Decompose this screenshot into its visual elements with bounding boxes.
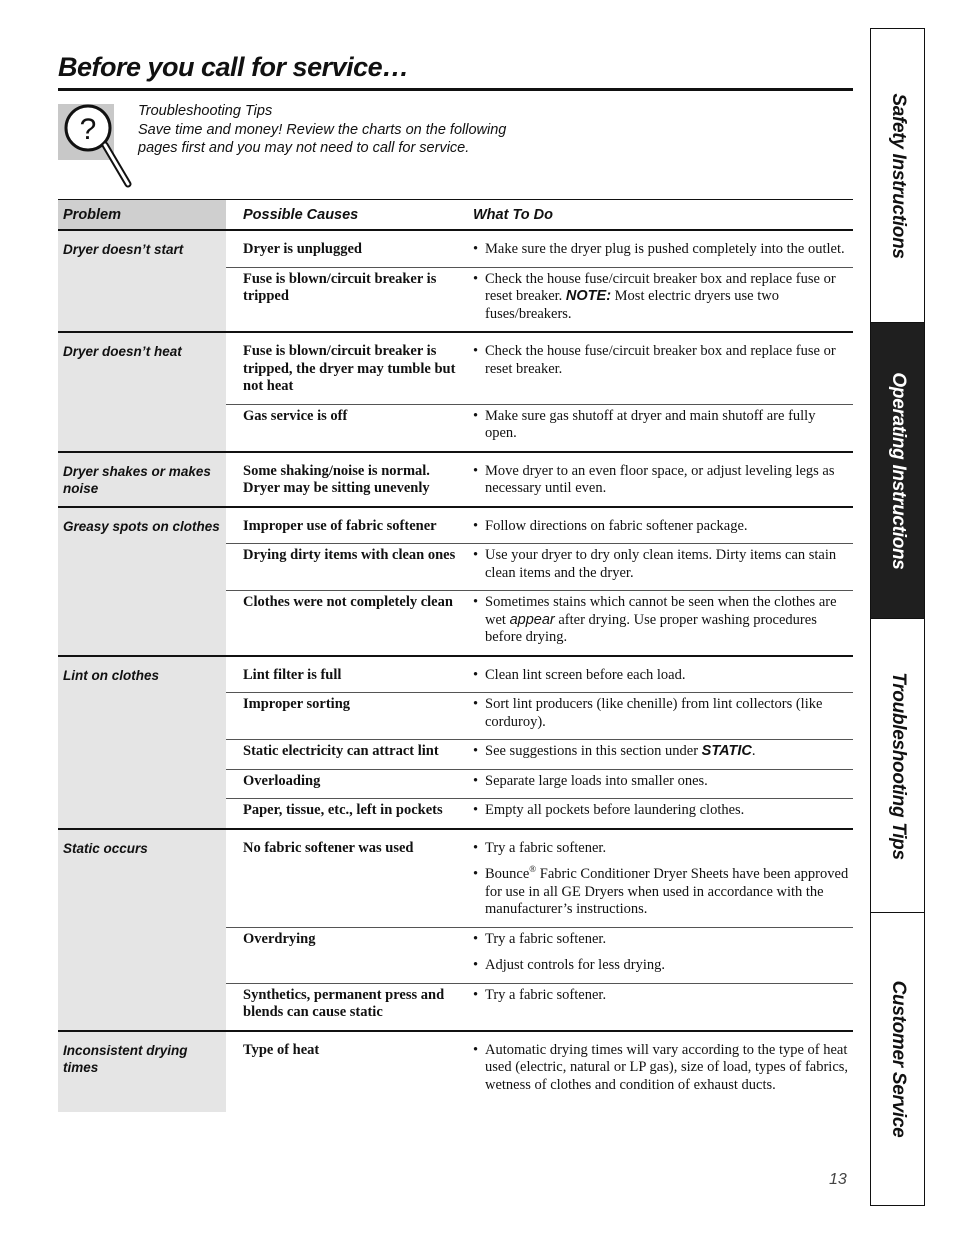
todo-cell: • Separate large loads into smaller ones. xyxy=(461,769,853,799)
problem-cell: Dryer shakes or makes noise xyxy=(58,452,226,507)
table-row xyxy=(58,507,853,544)
problem-cell: Dryer doesn’t heat xyxy=(58,332,226,452)
todo-cell: • Make sure the dryer plug is pushed completely into the outlet. xyxy=(461,230,853,267)
section-tabs xyxy=(870,28,925,1206)
cause-cell: Clothes were not completely clean xyxy=(243,594,453,610)
header-possible-causes: Possible Causes xyxy=(226,200,461,231)
todo-cell: • Try a fabric softener. • Adjust controls for less drying. xyxy=(461,927,853,983)
problem-cell: Inconsistent drying times xyxy=(58,1031,226,1112)
problem-cell: Greasy spots on clothes xyxy=(58,507,226,656)
table-row xyxy=(58,452,853,507)
todo-cell: • Use your dryer to dry only clean items. Dirty items can stain clean items and the dryer. xyxy=(461,544,853,591)
tab-operating-instructions[interactable] xyxy=(871,323,924,619)
todo-cell: • See suggestions in this section under STATIC. xyxy=(461,740,853,770)
todo-cell: • Check the house fuse/circuit breaker box and replace fuse or reset breaker. NOTE: Most electric dryers use two fuses/breakers. xyxy=(461,267,853,332)
cause-cell: Lint filter is full xyxy=(226,656,461,693)
cause-cell: Improper sorting xyxy=(226,693,461,740)
cause-cell: Drying dirty items with clean ones xyxy=(226,544,461,591)
todo-cell: • Follow directions on fabric softener package. xyxy=(461,507,853,544)
page-number: 13 xyxy=(829,1171,847,1188)
cause-cell: Type of heat xyxy=(226,1031,461,1112)
cause-cell: Some shaking/noise is normal. Dryer may be sitting unevenly xyxy=(226,452,461,507)
todo-cell: • Automatic drying times will vary according to the type of heat used (electric, natural or LP gas), size of load, types of fabrics, wetness of clothes and condition of exhaust ducts. xyxy=(461,1031,853,1112)
cause-cell: Fuse is blown/circuit breaker is tripped xyxy=(243,270,437,304)
todo-cell: • Try a fabric softener. • Bounce® Fabric Conditioner Dryer Sheets have been approved for use in all GE Dryers when used in accordance with the manufacturer’s instructions. xyxy=(461,829,853,928)
tab-safety-instructions[interactable] xyxy=(871,29,924,323)
todo-cell: • Sometimes stains which cannot be seen when the clothes are wet appear after drying. Use proper washing procedures before drying. xyxy=(461,591,853,656)
cause-cell: Paper, tissue, etc., left in pockets xyxy=(243,802,443,818)
tab-label: Customer Service xyxy=(887,980,909,1138)
todo-cell: • Try a fabric softener. xyxy=(461,983,853,1031)
table-row xyxy=(58,1031,853,1112)
table-row xyxy=(58,829,853,928)
cause-cell: Static electricity can attract lint xyxy=(226,740,461,770)
todo-cell: • Check the house fuse/circuit breaker box and replace fuse or reset breaker. xyxy=(461,332,853,404)
table-row xyxy=(58,332,853,404)
svg-text:?: ? xyxy=(79,113,97,146)
todo-cell: • Clean lint screen before each load. xyxy=(461,656,853,693)
problem-cell: Lint on clothes xyxy=(58,656,226,829)
troubleshooting-table xyxy=(58,199,853,1112)
page-title: Before you call for service… xyxy=(58,52,409,82)
table-row xyxy=(58,230,853,267)
todo-cell: • Empty all pockets before laundering clothes. xyxy=(461,799,853,829)
tips-heading: Troubleshooting Tips xyxy=(138,103,273,119)
todo-cell: • Sort lint producers (like chenille) from lint collectors (like corduroy). xyxy=(461,693,853,740)
cause-cell: Fuse is blown/circuit breaker is tripped, the dryer may tumble but not heat xyxy=(226,332,461,404)
header-what-to-do: What To Do xyxy=(461,200,853,231)
cause-cell: Improper use of fabric softener xyxy=(226,507,461,544)
tab-label: Troubleshooting Tips xyxy=(887,671,909,860)
cause-cell: Overdrying xyxy=(226,927,461,983)
tab-label: Operating Instructions xyxy=(887,371,909,570)
cause-cell: Overloading xyxy=(226,769,461,799)
table-row xyxy=(58,656,853,693)
table-header-row xyxy=(58,200,853,231)
tab-customer-service[interactable] xyxy=(871,913,924,1205)
cause-cell: Synthetics, permanent press and blends can cause static xyxy=(243,986,445,1020)
todo-cell: • Move dryer to an even floor space, or adjust leveling legs as necessary until even. xyxy=(461,452,853,507)
tips-line: Save time and money! Review the charts on the following xyxy=(138,121,507,138)
troubleshooting-tips-intro xyxy=(138,102,506,158)
problem-cell: Dryer doesn’t start xyxy=(58,230,226,332)
tab-label: Safety Instructions xyxy=(887,92,909,259)
cause-cell: No fabric softener was used xyxy=(226,829,461,928)
header-problem: Problem xyxy=(58,200,226,231)
note-label: NOTE: xyxy=(565,288,612,304)
tips-line: pages first and you may not need to call for service. xyxy=(138,140,470,156)
cause-cell: Dryer is unplugged xyxy=(226,230,461,267)
problem-cell: Static occurs xyxy=(58,829,226,1031)
todo-cell: • Make sure gas shutoff at dryer and main shutoff are fully open. xyxy=(461,404,853,452)
tab-troubleshooting-tips[interactable] xyxy=(871,619,924,913)
title-rule xyxy=(58,88,853,91)
magnifier-question-icon xyxy=(58,104,138,188)
cause-cell: Gas service is off xyxy=(243,407,348,424)
